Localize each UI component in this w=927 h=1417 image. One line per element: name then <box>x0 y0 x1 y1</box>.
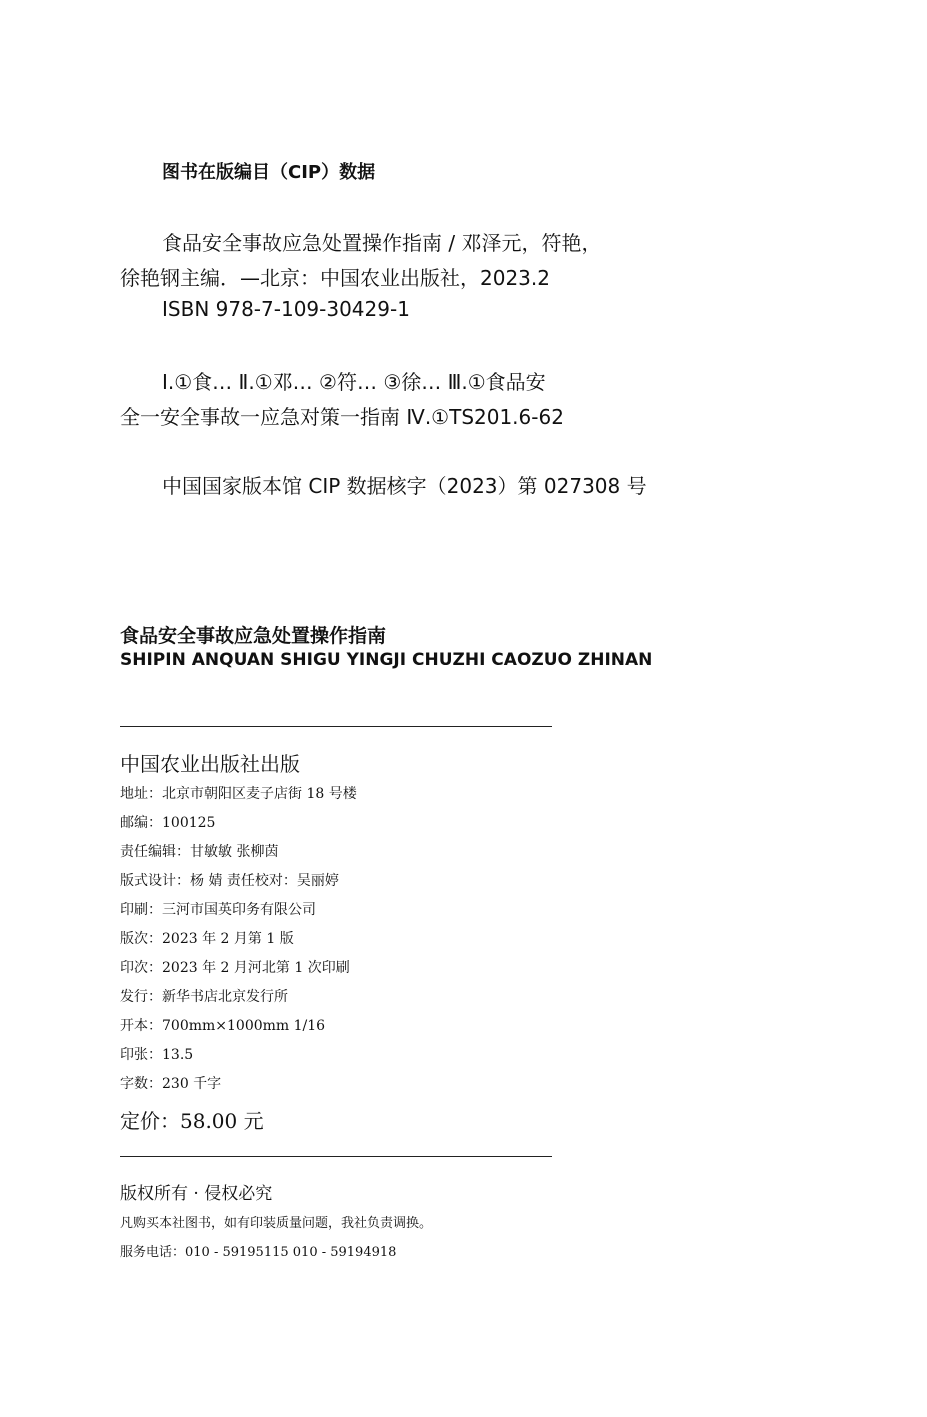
divider-bottom <box>120 1156 552 1157</box>
cip-verification-number: 中国国家版本馆 CIP 数据核字（2023）第 027308 号 <box>162 474 647 498</box>
copyright-heading: 版权所有 · 侵权必究 <box>120 1184 273 1204</box>
detail-printer: 印刷：三河市国英印务有限公司 <box>120 902 316 918</box>
book-title-cn: 食品安全事故应急处置操作指南 <box>120 625 387 647</box>
detail-design-proofread: 版式设计：杨 婧 责任校对：吴丽婷 <box>120 873 339 889</box>
copyright-note: 凡购买本社图书，如有印装质量问题，我社负责调换。 <box>120 1216 433 1231</box>
detail-distributor: 发行：新华书店北京发行所 <box>120 989 288 1005</box>
detail-printing: 印次：2023 年 2 月河北第 1 次印刷 <box>120 960 350 976</box>
detail-address: 地址：北京市朝阳区麦子店街 18 号楼 <box>120 786 357 802</box>
detail-word-count: 字数：230 千字 <box>120 1076 222 1092</box>
price: 定价：58.00 元 <box>120 1109 264 1133</box>
detail-edition: 版次：2023 年 2 月第 1 版 <box>120 931 294 947</box>
publisher-name: 中国农业出版社出版 <box>120 752 300 776</box>
cip-classification-line-2: 全一安全事故一应急对策一指南 Ⅳ.①TS201.6-62 <box>120 405 564 429</box>
cip-line-title: 食品安全事故应急处置操作指南 / 邓泽元，符艳， <box>162 231 602 255</box>
cip-classification-line-1: Ⅰ.①食… Ⅱ.①邓… ②符… ③徐… Ⅲ.①食品安 <box>162 370 546 394</box>
detail-sheets: 印张：13.5 <box>120 1047 194 1063</box>
detail-postcode: 邮编：100125 <box>120 815 216 831</box>
cip-line-publisher: 徐艳钢主编．—北京：中国农业出版社，2023.2 <box>120 266 550 290</box>
book-title-pinyin: SHIPIN ANQUAN SHIGU YINGJI CHUZHI CAOZUO ZHINAN <box>120 650 653 670</box>
service-phone: 服务电话：010 - 59195115 010 - 59194918 <box>120 1245 397 1260</box>
detail-editors: 责任编辑：甘敏敏 张柳茵 <box>120 844 279 860</box>
detail-format: 开本：700mm×1000mm 1/16 <box>120 1018 326 1034</box>
cip-heading: 图书在版编目（CIP）数据 <box>162 162 376 183</box>
cip-line-isbn: ISBN 978-7-109-30429-1 <box>162 297 410 321</box>
divider-top <box>120 726 552 727</box>
